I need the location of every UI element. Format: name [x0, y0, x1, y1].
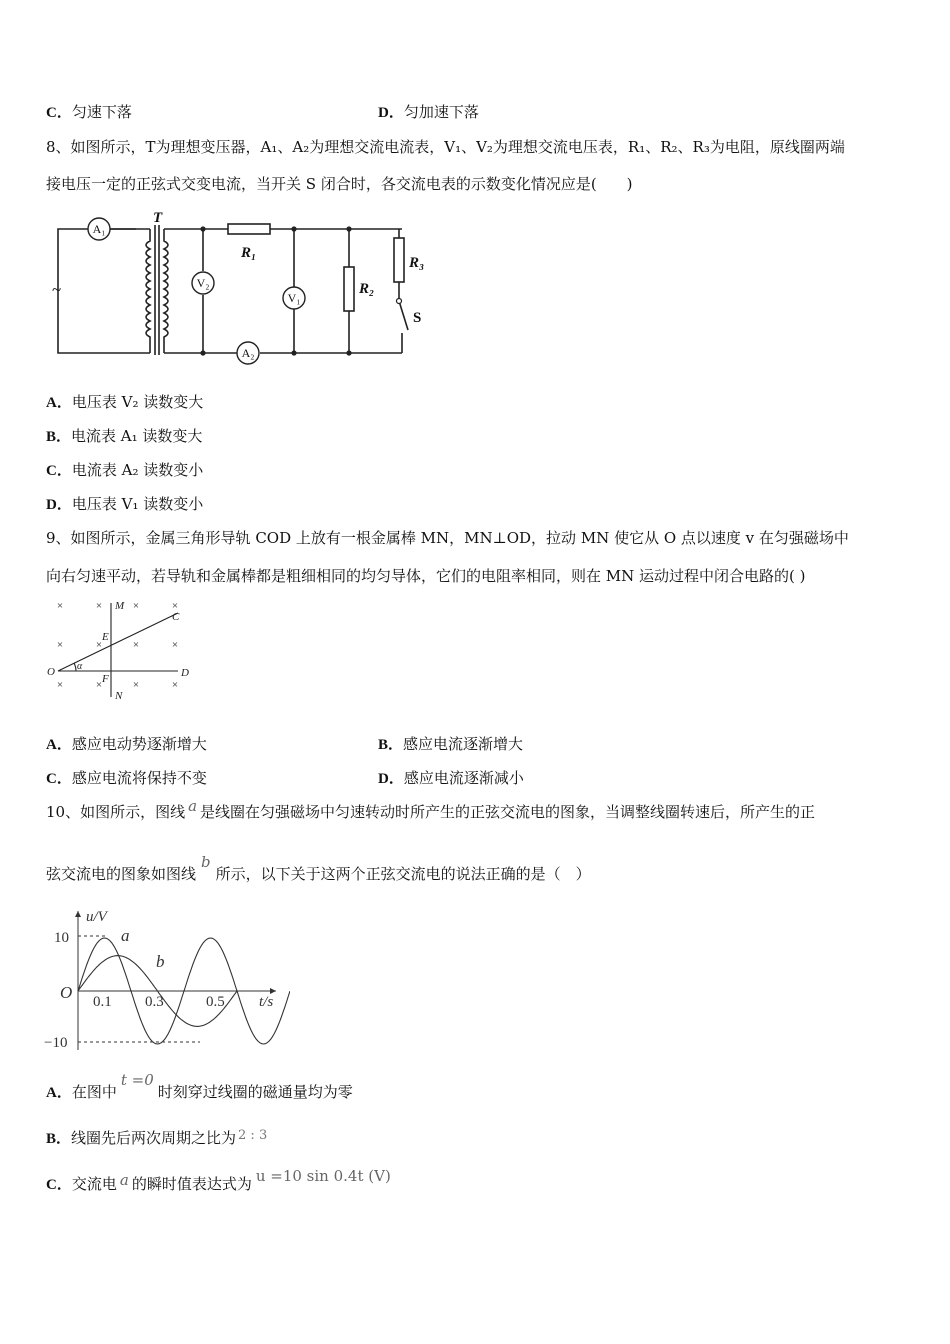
q10-option-a [46, 1071, 353, 1103]
b-cross: × [171, 679, 179, 691]
ac-source-icon: ~ [52, 280, 62, 299]
q7-option-d-label: D． [378, 105, 404, 121]
label-r1: R₁ [241, 245, 257, 261]
q10-option-b [46, 1128, 267, 1150]
graph-xtick-05: 0.5 [206, 994, 225, 1010]
b-cross: × [132, 679, 140, 691]
q10-option-a-math: t =0 [120, 1071, 154, 1089]
q9-option-a [46, 734, 207, 755]
label-e: E [102, 631, 109, 643]
label-n: N [115, 690, 123, 702]
q10-line1-part2: 是线圈在匀强磁场中匀速转动时所产生的正弦交流电的图象，当调整线圈转速后，所产生的正 [200, 803, 816, 821]
q10-option-a-pre: 在图中 [71, 1083, 117, 1101]
q9-stem-line1: 9、如图所示，金属三角形导轨 COD 上放有一根金属棒 MN，MN⊥OD，拉动 MN 使它从 O 点以速度 v 在匀强磁场中 [46, 529, 849, 547]
q9-option-b [378, 734, 523, 755]
b-cross: × [132, 600, 140, 612]
q10-line2-part1: 弦交流电的图象如图线 [46, 865, 197, 883]
q10-symbol-a: a [188, 797, 198, 815]
q10-stem-line1 [46, 797, 816, 822]
q10-waveform-graph [40, 905, 290, 1053]
label-c: C [172, 611, 180, 623]
graph-label-b: b [156, 952, 165, 971]
q8-option-d [46, 494, 203, 515]
graph-xtick-01: 0.1 [93, 994, 112, 1010]
q9-option-c-label: C． [46, 771, 72, 787]
q7-option-c-text: 匀速下落 [71, 103, 132, 121]
q8-option-a-label: A． [46, 395, 72, 411]
q10-line2-part2: 所示，以下关于这两个正弦交流电的说法正确的是（ ） [215, 865, 591, 883]
q9-rail-diagram [44, 595, 204, 705]
q9-option-d-label: D． [378, 771, 404, 787]
b-cross: × [95, 639, 103, 651]
q10-option-a-post: 时刻穿过线圈的磁通量均为零 [157, 1083, 353, 1101]
q9-option-c-text: 感应电流将保持不变 [71, 769, 207, 787]
q9-stem-line2: 向右匀速平动，若导轨和金属棒都是粗细相同的均匀导体，它们的电阻率相同，则在 MN 运动过程中闭合电路的( ) [46, 567, 806, 585]
b-cross: × [171, 600, 179, 612]
q10-option-c [46, 1167, 391, 1195]
q9-option-a-text: 感应电动势逐渐增大 [71, 735, 207, 753]
q8-option-d-label: D． [46, 497, 72, 513]
q10-option-c-symbol: a [119, 1171, 129, 1189]
label-v2: V₂ [196, 276, 210, 290]
label-r3: R₃ [409, 255, 425, 271]
q10-option-c-label: C． [46, 1177, 72, 1193]
q8-option-a-text: 电压表 V₂ 读数变大 [71, 393, 204, 411]
q10-option-b-pre: 线圈先后两次周期之比为 [71, 1129, 237, 1147]
graph-xlabel: t/s [259, 994, 274, 1010]
q10-option-b-math: 2 : 3 [238, 1128, 268, 1143]
q9-option-c [46, 768, 207, 789]
label-alpha: α [77, 661, 83, 672]
q8-option-b [46, 426, 202, 447]
label-o: O [47, 666, 55, 678]
graph-xtick-03: 0.3 [145, 994, 164, 1010]
q9-option-a-label: A． [46, 737, 72, 753]
q10-option-c-math: u =10 sin 0.4t (V) [255, 1167, 391, 1185]
q7-option-c-label: C． [46, 105, 72, 121]
q8-option-c-text: 电流表 A₂ 读数变小 [71, 461, 204, 479]
graph-y-bottom: −10 [44, 1035, 68, 1051]
label-v1: V₁ [287, 291, 301, 305]
graph-label-a: a [121, 926, 130, 945]
q10-option-c-pre: 交流电 [71, 1175, 117, 1193]
b-cross: × [56, 679, 64, 691]
label-f: F [102, 673, 109, 685]
q10-stem-line2 [46, 853, 591, 884]
b-cross: × [56, 600, 64, 612]
b-cross: × [95, 600, 103, 612]
q8-option-c [46, 460, 203, 481]
label-switch-s: S [413, 310, 422, 326]
label-a1: A₁ [92, 222, 106, 236]
b-cross: × [132, 639, 140, 651]
q9-option-d-text: 感应电流逐渐减小 [403, 769, 524, 787]
graph-y-top: 10 [54, 930, 69, 946]
label-r2: R₂ [359, 281, 375, 297]
q8-option-a [46, 392, 203, 413]
b-cross: × [95, 679, 103, 691]
q9-option-d [378, 768, 524, 789]
q8-option-d-text: 电压表 V₁ 读数变小 [71, 495, 204, 513]
label-transformer-t: T [153, 210, 163, 226]
graph-origin: O [60, 983, 73, 1002]
q10-option-b-label: B． [46, 1131, 72, 1147]
q8-option-b-text: 电流表 A₁ 读数变大 [71, 427, 203, 445]
q8-circuit-diagram [50, 205, 440, 370]
b-cross: × [171, 639, 179, 651]
label-d: D [181, 667, 189, 679]
q8-stem-line2: 接电压一定的正弦式交变电流，当开关 S 闭合时，各交流电表的示数变化情况应是( ) [46, 175, 633, 193]
q8-option-b-label: B． [46, 429, 72, 445]
b-cross: × [56, 639, 64, 651]
q7-option-d-text: 匀加速下落 [403, 103, 479, 121]
q10-line1-part1: 10、如图所示，图线 [46, 803, 186, 821]
graph-ylabel: u/V [86, 909, 107, 925]
q7-option-d [378, 102, 479, 123]
q7-option-c [46, 102, 132, 123]
q8-stem-line1: 8、如图所示，T为理想变压器，A₁、A₂为理想交流电流表，V₁、V₂为理想交流电压表，R₁、R₂、R₃为电阻，原线圈两端 [46, 138, 845, 156]
q9-option-b-text: 感应电流逐渐增大 [403, 735, 524, 753]
q9-option-b-label: B． [378, 737, 404, 753]
label-a2: A₂ [241, 346, 255, 360]
q10-symbol-b: b [201, 853, 211, 871]
label-m: M [115, 600, 125, 612]
q10-option-c-mid: 的瞬时值表达式为 [131, 1175, 252, 1193]
q10-option-a-label: A． [46, 1085, 72, 1101]
q8-option-c-label: C． [46, 463, 72, 479]
